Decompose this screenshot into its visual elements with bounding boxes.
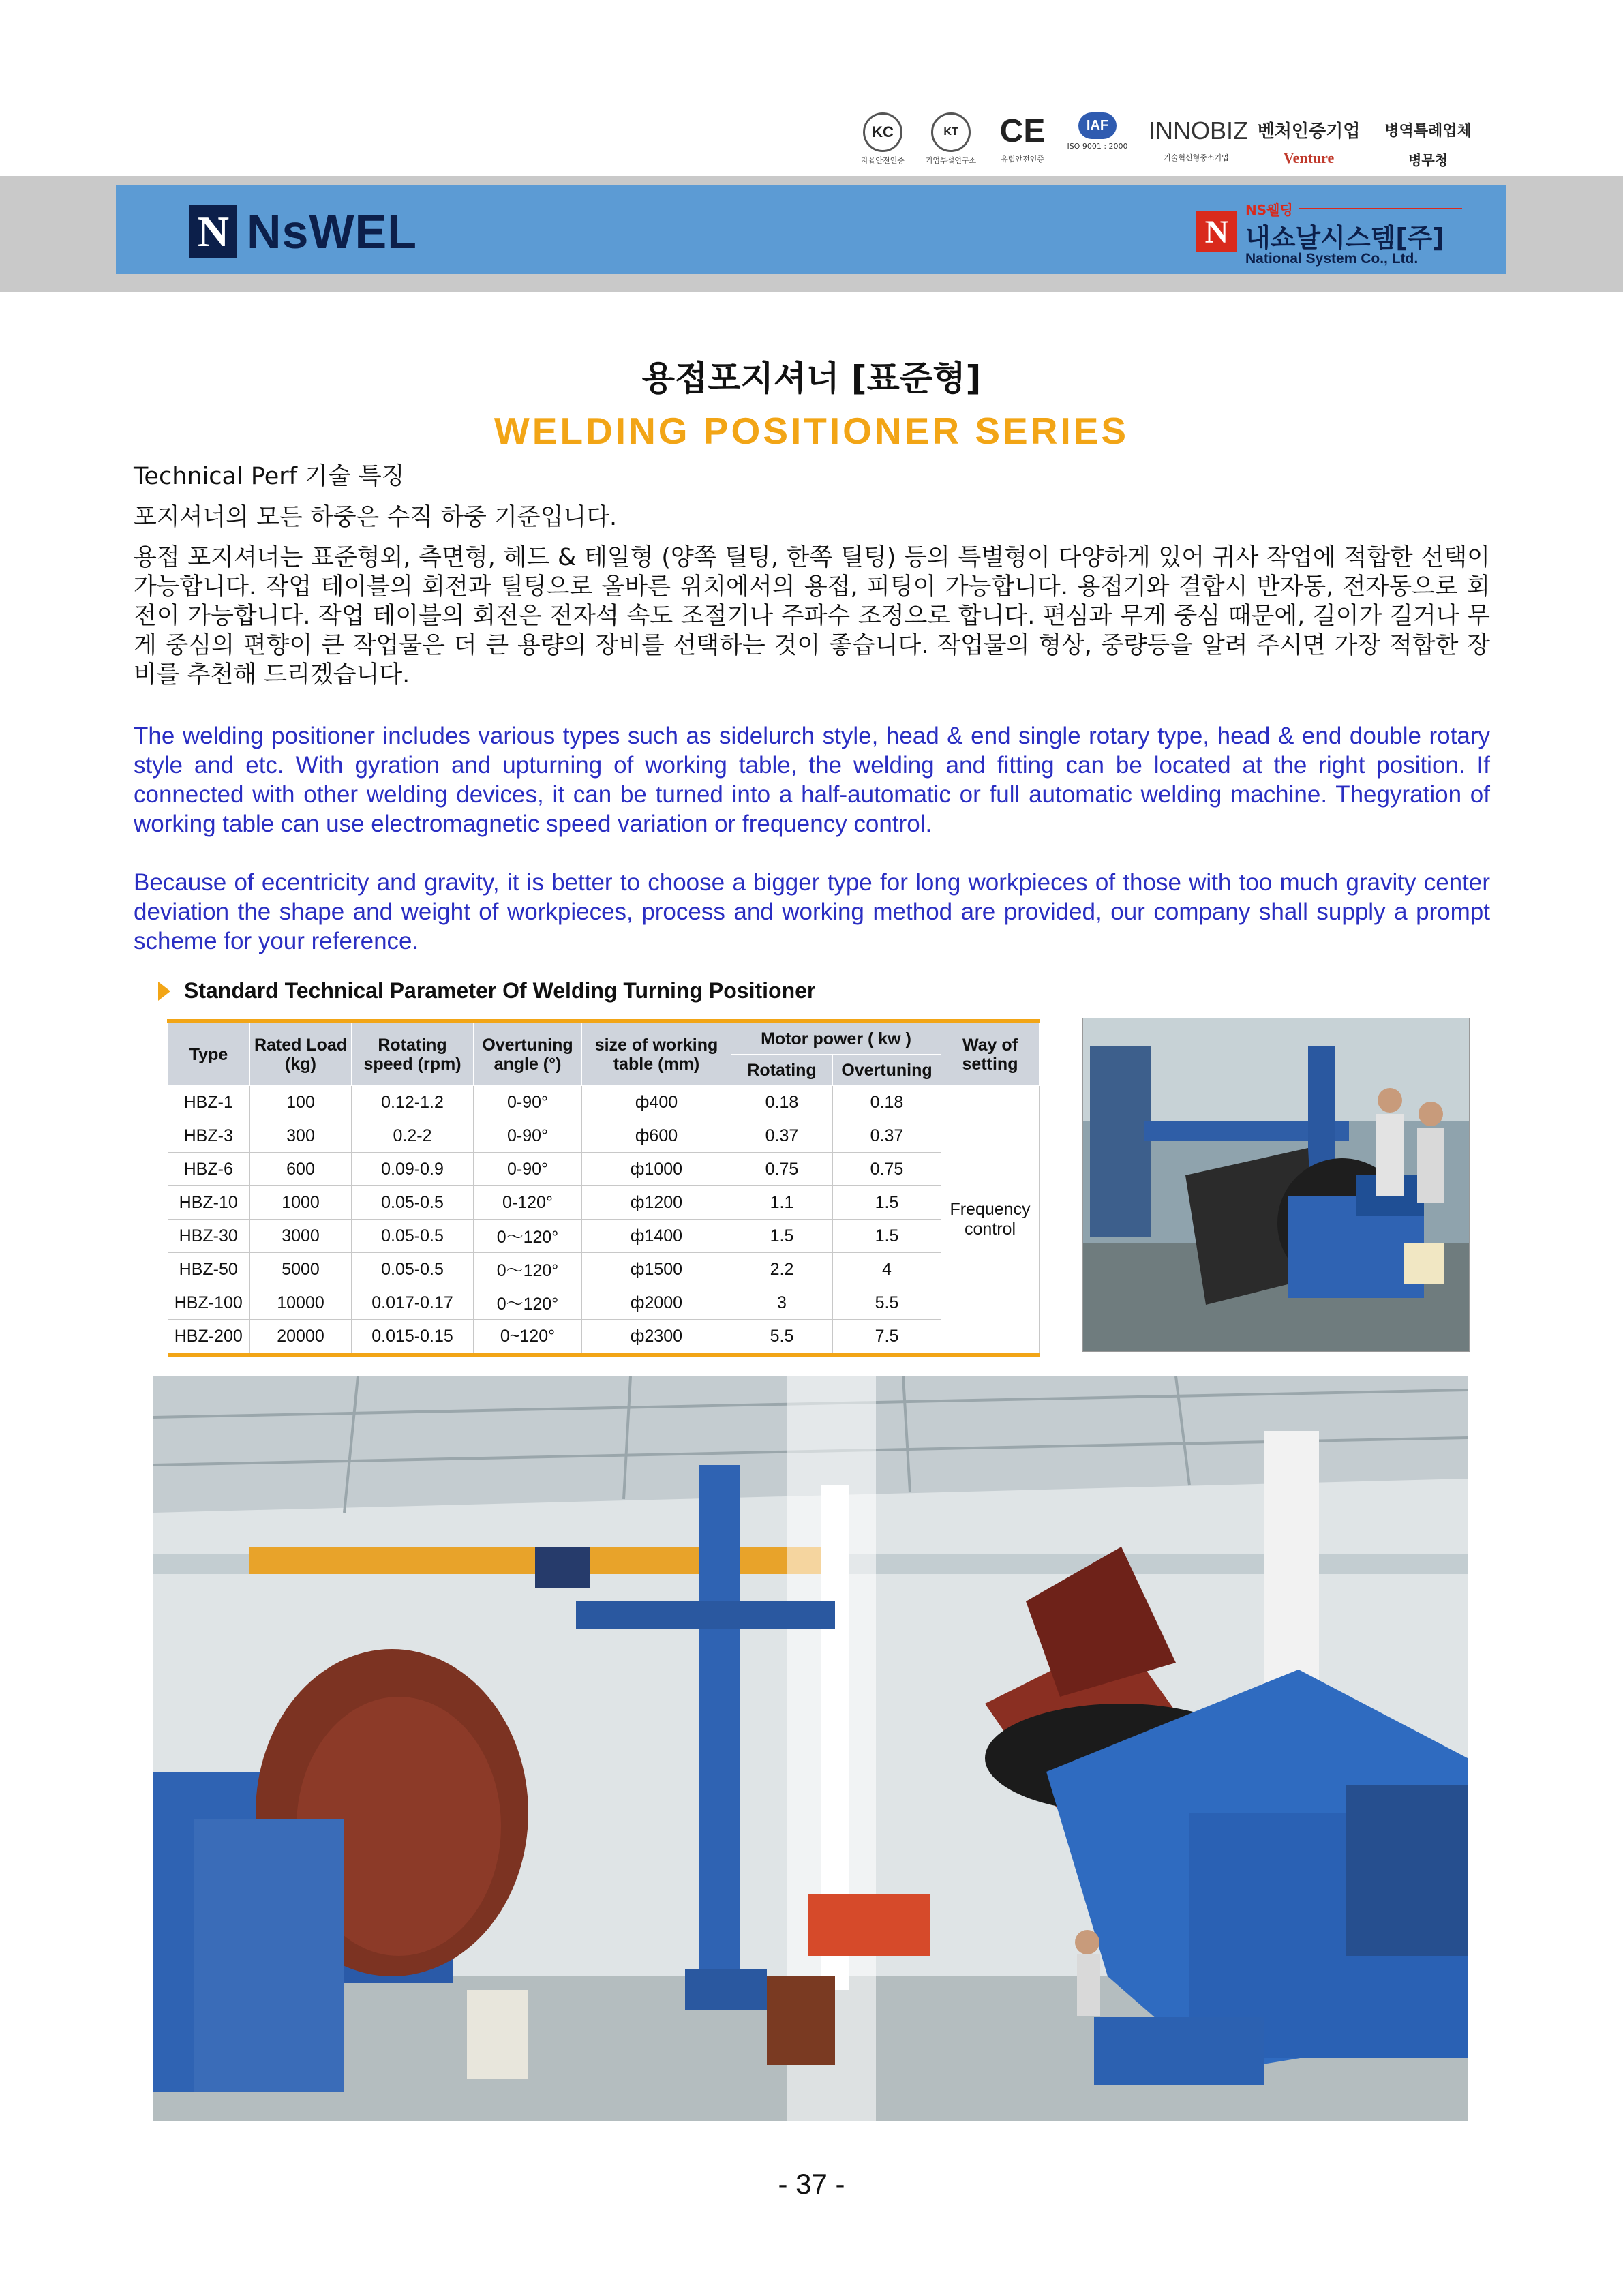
header-angle: Overtuning angle (°) <box>474 1021 582 1086</box>
company-tag-rule <box>1299 208 1462 209</box>
nswel-logo <box>189 201 417 262</box>
kt-cert: KT 기업부설연구소 <box>924 112 978 166</box>
ce-cert: CE 유럽안전인증 <box>995 112 1050 164</box>
nswel-brand-name: NsWEL <box>247 205 417 258</box>
welding-line-photo <box>153 1376 1468 2121</box>
table-row: HBZ-10 1000 0.05-0.5 0-120° ф1200 1.1 1.5 <box>168 1186 1040 1220</box>
english-description-1: The welding positioner includes various types such as sidelurch style, head & end single rotary type, head & end double rotary style and etc. With gyration and upturning of working table, the welding and fitting can be located at the right position. If connected with other welding devices, it can be turned into a half-automatic or full automatic welding machine. Thegyration of working table can use electromagnetic speed variation or frequency control. <box>134 723 1490 837</box>
table-row: HBZ-200 20000 0.015-0.15 0~120° ф2300 5.5 7.5 <box>168 1320 1040 1355</box>
ce-mark-icon: CE <box>999 113 1046 149</box>
header-speed: Rotating speed (rpm) <box>352 1021 474 1086</box>
header-rotating: Rotating <box>731 1055 833 1086</box>
innobiz-logo: INNOBIZ <box>1149 117 1249 145</box>
table-row: HBZ-50 5000 0.05-0.5 0～120° ф1500 2.2 4 <box>168 1253 1040 1286</box>
korean-description: 용접 포지셔너는 표준형외, 측면형, 헤드 & 테일형 (양쪽 틸팅, 한쪽 틸팅) 등의 특별형이 다양하게 있어 귀사 작업에 적합한 선택이 가능합니다. 작업 테이블의 회전과 틸팅으로 올바른 위치에서의 용접, 피팅이 가능합니다. 용접기와 결합시 반자동, 전자동으로 회전이 가능합니다. 작업 테이블의 회전은 전자석 속도 조절기나 주파수 조정으로 합니다. 편심과 무게 중심 때문에, 길이가 길거나 무게 중심의 편향이 큰 작업물은 더 큰 용량의 장비를 선택하는 것이 좋습니다. 작업물의 형상, 중량등을 알려 주시면 가장 적합한 장비를 추천해 드리겠습니다. <box>134 544 1490 689</box>
positioner-workshop-photo <box>1082 1018 1470 1352</box>
table-row: HBZ-3 300 0.2-2 0-90° ф600 0.37 0.37 <box>168 1119 1040 1153</box>
certification-strip <box>855 112 1483 174</box>
page-number: - 37 - <box>778 2168 845 2200</box>
table-heading: Standard Technical Parameter Of Welding Turning Positioner <box>158 978 815 1003</box>
page-title-korean: 용접포지셔너 [표준형] <box>641 359 982 398</box>
english-description-2: Because of ecentricity and gravity, it is better to choose a bigger type for long workpieces of those with too much gravity center deviation the shape and weight of workpieces, process and working method are provided, our company shall supply a prompt scheme for your reference. <box>134 869 1490 954</box>
table-row: HBZ-1 100 0.12-1.2 0-90° ф400 0.18 0.18 Frequency control <box>168 1086 1040 1119</box>
header-type: Type <box>168 1021 250 1086</box>
header-size: size of working table (mm) <box>582 1021 731 1086</box>
kc-mark-icon: KC <box>863 112 902 152</box>
company-tag: NS웰딩 <box>1245 202 1293 218</box>
chevron-right-icon <box>158 982 170 1001</box>
header-way: Way of setting <box>941 1021 1040 1086</box>
company-mark-icon: N <box>1196 211 1237 252</box>
venture-cert: 벤처인증기업 Venture <box>1257 121 1361 166</box>
kc-cert: KC 자율안전인증 <box>855 112 910 166</box>
innobiz-cert: INNOBIZ 기술혁신형중소기업 <box>1149 112 1244 163</box>
header-motor: Motor power ( kw ) <box>731 1021 941 1055</box>
national-system-logo <box>1196 196 1469 270</box>
workshop-photo-illustration <box>1083 1018 1469 1351</box>
nswel-mark-icon: N <box>189 205 237 258</box>
header-overtuning: Overtuning <box>833 1055 941 1086</box>
company-name-en: National System Co., Ltd. <box>1245 251 1419 267</box>
page-title-english: WELDING POSITIONER SERIES <box>494 410 1129 452</box>
kt-mark-icon: KT <box>931 112 971 152</box>
section-label: Technical Perf 기술 특징 <box>134 463 405 490</box>
spec-table <box>167 1019 1040 1357</box>
company-name-ko: 내쇼날시스템[주] <box>1245 223 1444 253</box>
table-row: HBZ-100 10000 0.017-0.17 0～120° ф2000 3 5.5 <box>168 1286 1040 1320</box>
intro-line: 포지셔너의 모든 하중은 수직 하중 기준입니다. <box>134 504 618 531</box>
welding-line-illustration <box>153 1376 1468 2121</box>
table-row: HBZ-30 3000 0.05-0.5 0～120° ф1400 1.5 1.5 <box>168 1220 1040 1253</box>
way-of-setting-cell: Frequency control <box>941 1086 1040 1355</box>
table-row: HBZ-6 600 0.09-0.9 0-90° ф1000 0.75 0.75 <box>168 1153 1040 1186</box>
iaf-mark-icon: IAF <box>1078 112 1117 139</box>
military-cert: 병역특례업체 병무청 <box>1384 122 1472 168</box>
header-load: Rated Load (kg) <box>250 1021 352 1086</box>
iaf-cert: IAF ISO 9001 : 2000 <box>1063 112 1132 151</box>
